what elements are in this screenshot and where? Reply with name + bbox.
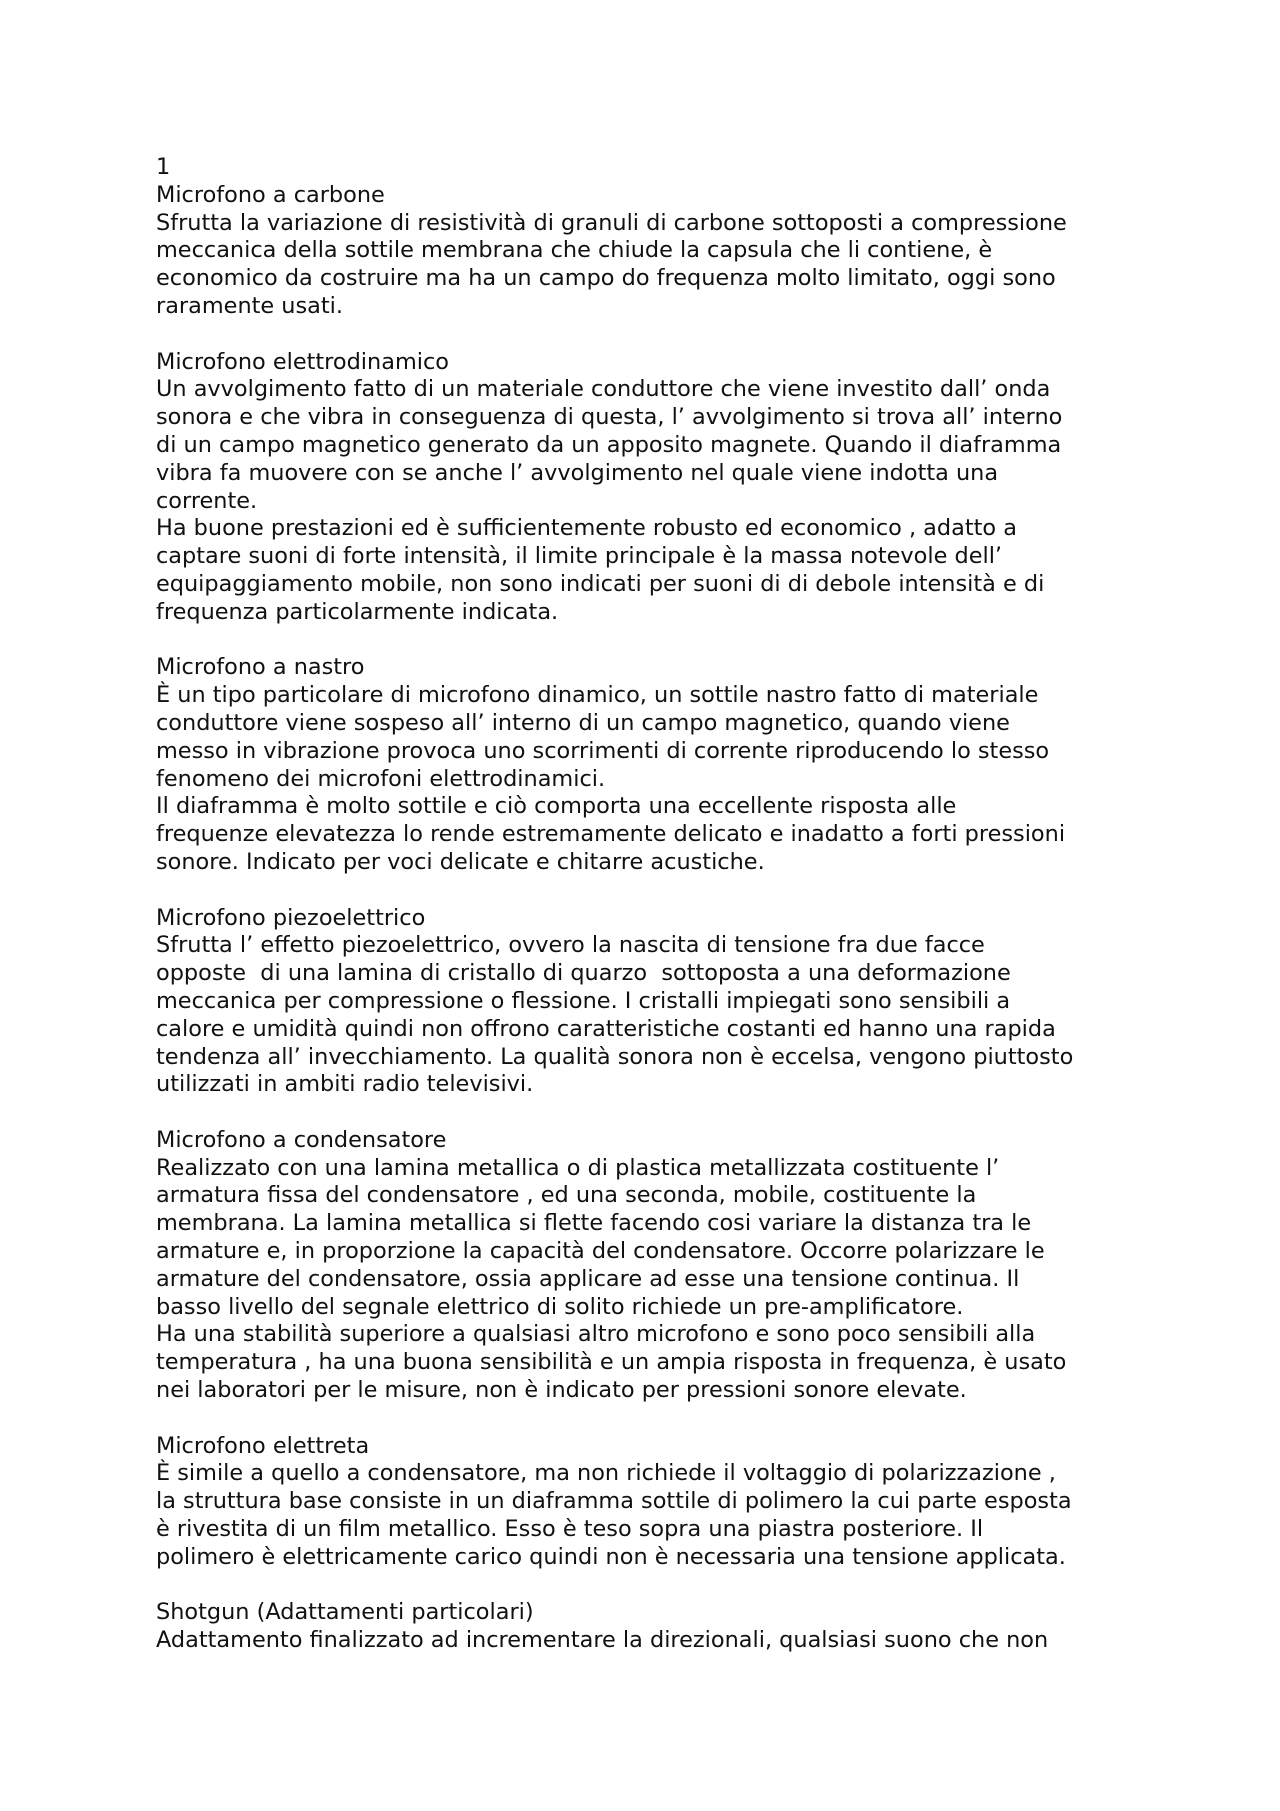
paragraph-line: opposte di una lamina di cristallo di quarzo sottoposta a una deformazione bbox=[156, 960, 1011, 987]
document-body bbox=[156, 182, 1156, 1655]
paragraph-line: basso livello del segnale elettrico di solito richiede un pre-amplificatore. bbox=[156, 1293, 964, 1320]
paragraph-line: Sfrutta la variazione di resistività di granuli di carbone sottoposti a compressione bbox=[156, 209, 1067, 236]
paragraph-line: captare suoni di forte intensità, il limite principale è la massa notevole dell’ bbox=[156, 543, 1003, 570]
paragraph-spacer bbox=[156, 1405, 1156, 1433]
paragraph-line: sonore. Indicato per voci delicate e chitarre acustiche. bbox=[156, 848, 765, 875]
paragraph-line: armature del condensatore, ossia applicare ad esse una tensione continua. Il bbox=[156, 1265, 1020, 1292]
paragraph-line: Adattamento finalizzato ad incrementare la direzionali, qualsiasi suono che non bbox=[156, 1627, 1049, 1654]
section-title: Microfono elettreta bbox=[156, 1432, 370, 1459]
page-number: 1 bbox=[156, 154, 171, 180]
paragraph-line: Ha una stabilità superiore a qualsiasi altro microfono e sono poco sensibili alla bbox=[156, 1321, 1036, 1348]
paragraph-spacer bbox=[156, 321, 1156, 349]
paragraph-line: Il diaframma è molto sottile e ciò comporta una eccellente risposta alle bbox=[156, 793, 957, 820]
paragraph-line: frequenze elevatezza lo rende estremamente delicato e inadatto a forti pressioni bbox=[156, 821, 1066, 848]
paragraph-line: la struttura base consiste in un diaframma sottile di polimero la cui parte esposta bbox=[156, 1488, 1072, 1515]
section-title: Shotgun (Adattamenti particolari) bbox=[156, 1599, 534, 1626]
paragraph-line: È un tipo particolare di microfono dinamico, un sottile nastro fatto di materiale bbox=[156, 682, 1039, 709]
paragraph-line: utilizzati in ambiti radio televisivi. bbox=[156, 1071, 534, 1098]
paragraph-line: Ha buone prestazioni ed è sufficientemente robusto ed economico , adatto a bbox=[156, 515, 1017, 542]
section bbox=[156, 1433, 1156, 1572]
paragraph-line: raramente usati. bbox=[156, 292, 343, 319]
paragraph-line: sonora e che vibra in conseguenza di questa, l’ avvolgimento si trova all’ interno bbox=[156, 404, 1063, 431]
paragraph-line: conduttore viene sospeso all’ interno di un campo magnetico, quando viene bbox=[156, 709, 1010, 736]
paragraph-line: messo in vibrazione provoca uno scorrimenti di corrente riproducendo lo stesso bbox=[156, 737, 1050, 764]
paragraph-spacer bbox=[156, 877, 1156, 905]
section-title: Microfono a condensatore bbox=[156, 1126, 447, 1153]
paragraph-spacer bbox=[156, 1099, 1156, 1127]
paragraph-line: equipaggiamento mobile, non sono indicati per suoni di di debole intensità e di bbox=[156, 570, 1045, 597]
paragraph-line: di un campo magnetico generato da un apposito magnete. Quando il diaframma bbox=[156, 431, 1062, 458]
paragraph-line: temperatura , ha una buona sensibilità e un ampia risposta in frequenza, è usato bbox=[156, 1349, 1067, 1376]
section bbox=[156, 349, 1156, 627]
paragraph-line: È simile a quello a condensatore, ma non richiede il voltaggio di polarizzazione , bbox=[156, 1460, 1056, 1487]
paragraph-line: Realizzato con una lamina metallica o di plastica metallizzata costituente l’ bbox=[156, 1154, 1000, 1181]
section-title: Microfono elettrodinamico bbox=[156, 348, 449, 375]
paragraph-line: polimero è elettricamente carico quindi non è necessaria una tensione applicata. bbox=[156, 1543, 1066, 1570]
section bbox=[156, 182, 1156, 321]
paragraph-line: calore e umidità quindi non offrono caratteristiche costanti ed hanno una rapida bbox=[156, 1015, 1056, 1042]
paragraph-line: Sfrutta l’ effetto piezoelettrico, ovvero la nascita di tensione fra due facce bbox=[156, 932, 985, 959]
paragraph-line: armatura fissa del condensatore , ed una seconda, mobile, costituente la bbox=[156, 1182, 977, 1209]
paragraph-line: corrente. bbox=[156, 487, 258, 514]
section-title: Microfono a nastro bbox=[156, 654, 365, 681]
section-title: Microfono piezoelettrico bbox=[156, 904, 426, 931]
paragraph-spacer bbox=[156, 627, 1156, 655]
section-title: Microfono a carbone bbox=[156, 181, 385, 208]
section bbox=[156, 1599, 1156, 1655]
section bbox=[156, 905, 1156, 1100]
paragraph-line: armature e, in proporzione la capacità del condensatore. Occorre polarizzare le bbox=[156, 1238, 1045, 1265]
section bbox=[156, 1127, 1156, 1405]
paragraph-line: membrana. La lamina metallica si flette facendo cosi variare la distanza tra le bbox=[156, 1210, 1032, 1237]
paragraph-line: è rivestita di un film metallico. Esso è teso sopra una piastra posteriore. Il bbox=[156, 1516, 984, 1543]
paragraph-line: fenomeno dei microfoni elettrodinamici. bbox=[156, 765, 606, 792]
paragraph-line: meccanica per compressione o flessione. I cristalli impiegati sono sensibili a bbox=[156, 987, 1011, 1014]
paragraph-line: frequenza particolarmente indicata. bbox=[156, 598, 559, 625]
paragraph-line: vibra fa muovere con se anche l’ avvolgimento nel quale viene indotta una bbox=[156, 459, 999, 486]
document-page bbox=[156, 154, 1156, 1655]
section bbox=[156, 654, 1156, 876]
paragraph-line: tendenza all’ invecchiamento. La qualità sonora non è eccelsa, vengono piuttosto bbox=[156, 1043, 1074, 1070]
paragraph-line: nei laboratori per le misure, non è indicato per pressioni sonore elevate. bbox=[156, 1377, 967, 1404]
paragraph-line: meccanica della sottile membrana che chiude la capsula che li contiene, è bbox=[156, 237, 993, 264]
paragraph-line: Un avvolgimento fatto di un materiale conduttore che viene investito dall’ onda bbox=[156, 376, 1051, 403]
paragraph-spacer bbox=[156, 1572, 1156, 1600]
paragraph-line: economico da costruire ma ha un campo do frequenza molto limitato, oggi sono bbox=[156, 265, 1056, 292]
